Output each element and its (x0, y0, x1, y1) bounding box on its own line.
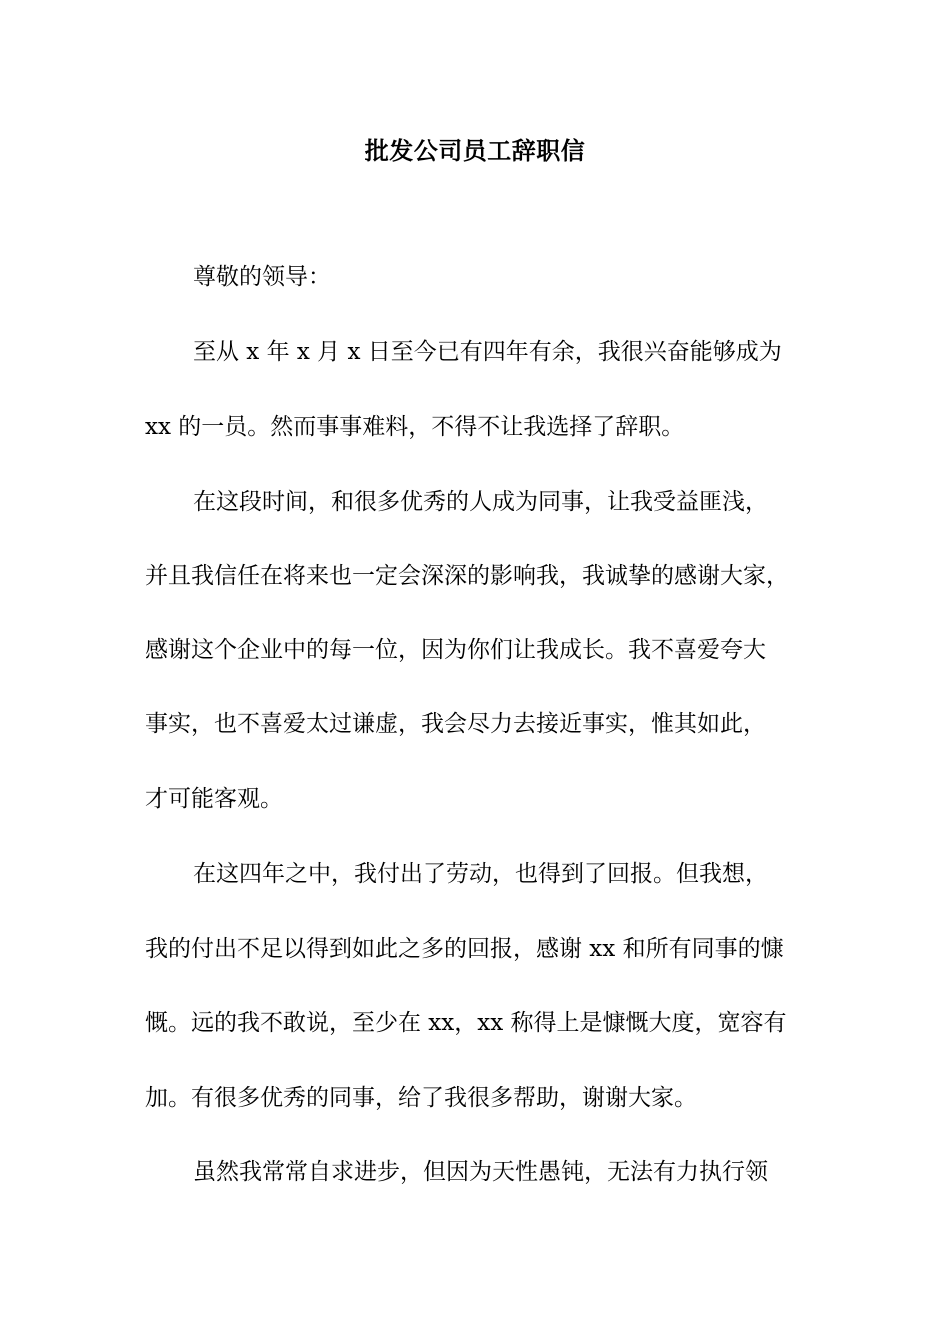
document-title: 批发公司员工辞职信 (364, 136, 586, 165)
paragraph-line: 才可能客观。 (145, 786, 283, 812)
salutation-line: 尊敬的领导： (193, 264, 331, 290)
paragraph-line: 在这段时间，和很多优秀的人成为同事，让我受益匪浅， (193, 489, 768, 515)
paragraph-line: 慨。远的我不敢说，至少在 xx，xx 称得上是慷慨大度，宽容有 (145, 1010, 787, 1036)
paragraph-line: 我的付出不足以得到如此之多的回报，感谢 xx 和所有同事的慷 (145, 936, 784, 962)
paragraph-line: 并且我信任在将来也一定会深深的影响我，我诚挚的感谢大家， (145, 563, 789, 589)
paragraph-line: 感谢这个企业中的每一位，因为你们让我成长。我不喜爱夸大 (145, 637, 766, 663)
paragraph-line: 加。有很多优秀的同事，给了我很多帮助，谢谢大家。 (145, 1085, 697, 1111)
paragraph-line: 在这四年之中，我付出了劳动，也得到了回报。但我想， (193, 861, 768, 887)
paragraph-line: 至从 x 年 x 月 x 日至今已有四年有余，我很兴奋能够成为 (193, 339, 782, 365)
paragraph-line: 虽然我常常自求进步，但因为天性愚钝，无法有力执行领 (193, 1159, 768, 1185)
paragraph-line: xx 的一员。然而事事难料，不得不让我选择了辞职。 (145, 414, 685, 440)
paragraph-line: 事实，也不喜爱太过谦虚，我会尽力去接近事实，惟其如此， (145, 711, 766, 737)
